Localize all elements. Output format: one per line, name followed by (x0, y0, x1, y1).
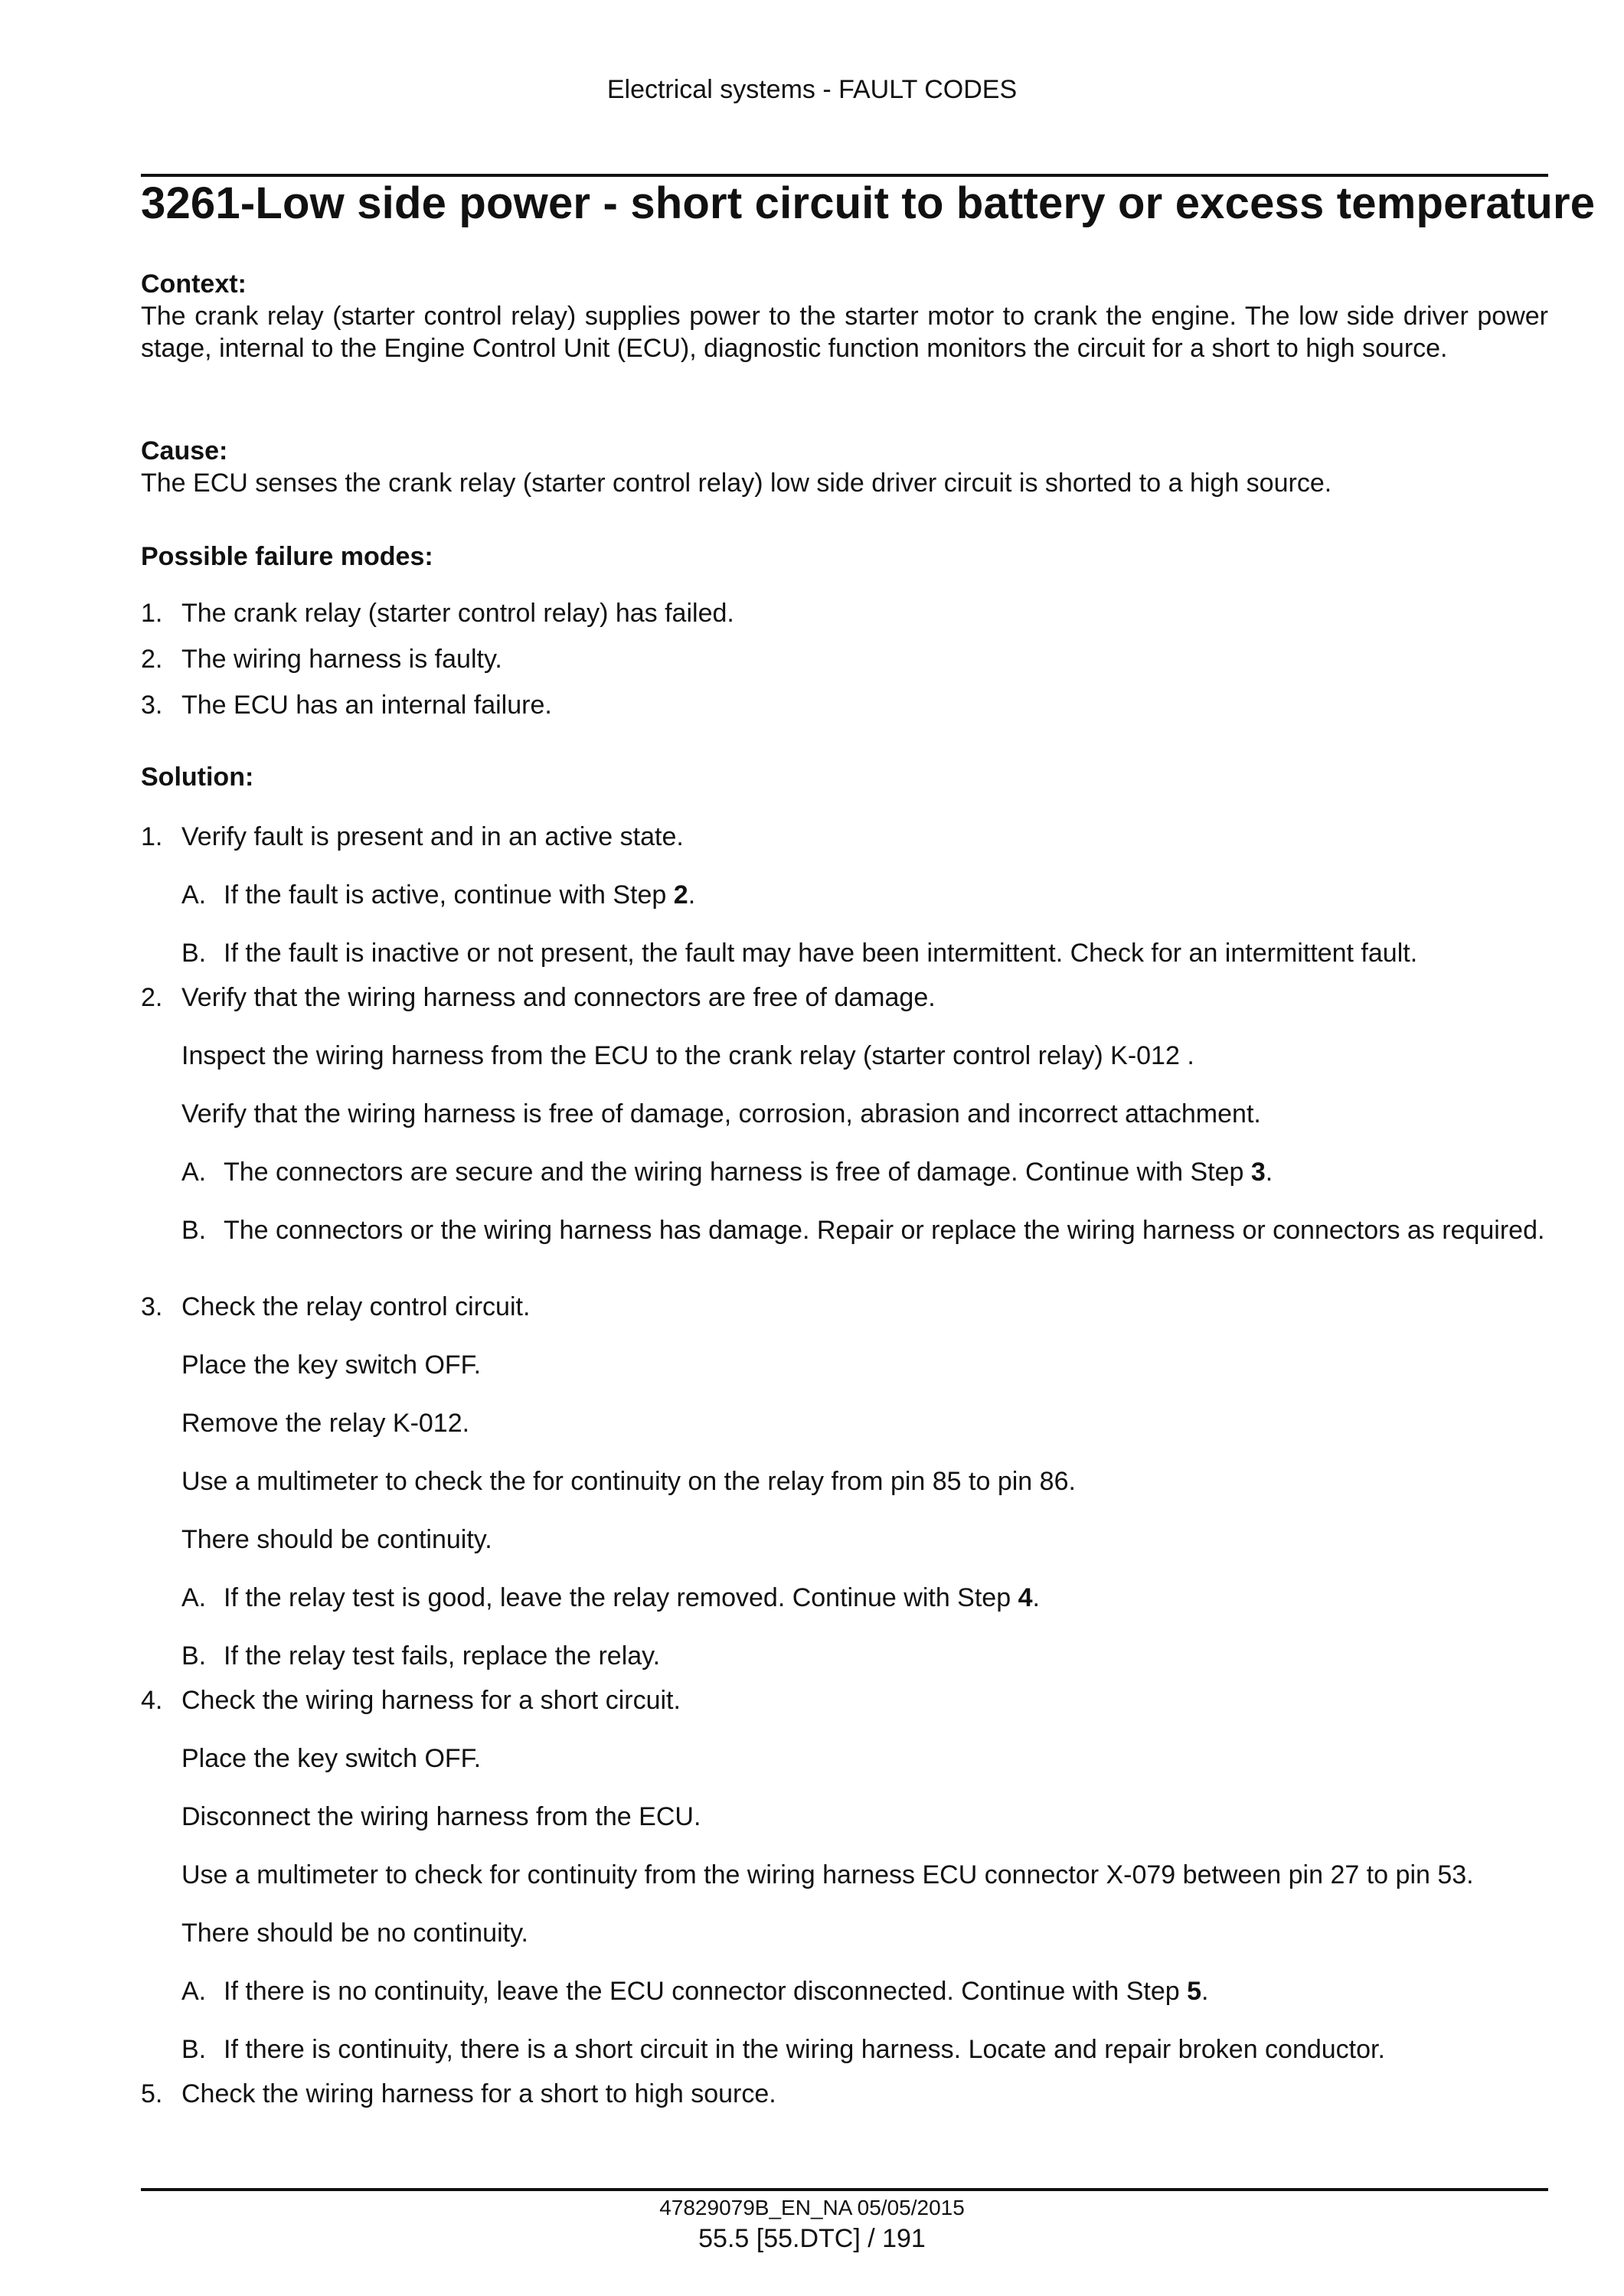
header-rule (141, 174, 1548, 177)
cause-section (141, 435, 1548, 499)
page-title: 3261-Low side power - short circuit to battery or excess temperature (141, 178, 1596, 228)
step-3-paragraph: Place the key switch OFF. (181, 1350, 482, 1380)
step-4-paragraph: Place the key switch OFF. (181, 1744, 482, 1773)
cause-heading: Cause: (141, 436, 228, 465)
cause-text: The ECU senses the crank relay (starter control relay) low side driver circuit is shorted to a high source. (141, 469, 1332, 498)
step-ref: 5 (1187, 1977, 1202, 2006)
footer-rule (141, 2188, 1548, 2191)
step-3-paragraph: Use a multimeter to check the for continuity on the relay from pin 85 to pin 86. (181, 1467, 1076, 1496)
context-heading: Context: (141, 269, 247, 299)
footer-doc-id: 47829079B_EN_NA 05/05/2015 (659, 2196, 965, 2219)
step-4-paragraph: Disconnect the wiring harness from the ECU. (181, 1802, 701, 1831)
step-2-paragraph: Verify that the wiring harness is free of damage, corrosion, abrasion and incorrect attachment. (181, 1099, 1261, 1128)
context-section (141, 268, 1548, 364)
step-2-paragraph: Inspect the wiring harness from the ECU to the crank relay (starter control relay) K-012 . (181, 1041, 1194, 1070)
step-3-paragraph: There should be continuity. (181, 1525, 492, 1554)
step-4-paragraph: There should be no continuity. (181, 1919, 528, 1948)
step-3-paragraph: Remove the relay K-012. (181, 1409, 470, 1438)
step-ref: 4 (1018, 1583, 1033, 1612)
step-ref: 2 (673, 880, 688, 910)
context-text: The crank relay (starter control relay) supplies power to the starter motor to crank the engine. The low side driver power stage, internal to the Engine Control Unit (ECU), diagnostic function monitors the circuit for a short to high source. (141, 302, 1548, 363)
failure-modes-heading: Possible failure modes: (141, 542, 433, 571)
step-4-paragraph: Use a multimeter to check for continuity from the wiring harness ECU connector X-079 between pin 27 to pin 53. (181, 1860, 1474, 1889)
step-ref: 3 (1250, 1158, 1266, 1187)
solution-heading: Solution: (141, 763, 254, 792)
page-number: 55.5 [55.DTC] / 191 (698, 2224, 926, 2253)
running-header: Electrical systems - FAULT CODES (606, 75, 1018, 104)
